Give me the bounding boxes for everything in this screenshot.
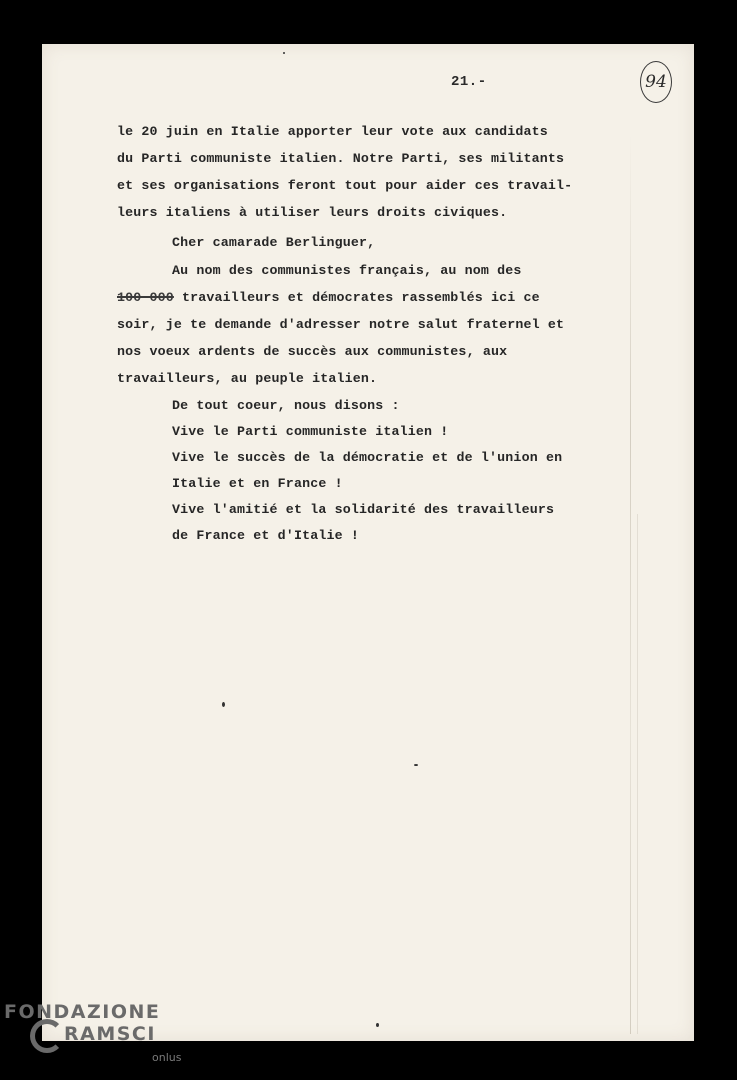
stray-mark [414,764,418,766]
body-line: soir, je te demande d'adresser notre salut fraternel et [117,317,565,332]
closing-line: De tout coeur, nous disons : [172,398,400,413]
body-line-rest: travailleurs et démocrates rassemblés ici ce [173,290,540,305]
body-line: nos voeux ardents de succès aux communistes, aux [117,344,508,359]
body-line: leurs italiens à utiliser leurs droits civiques. [117,205,508,220]
stray-mark [222,702,225,707]
body-line: et ses organisations feront tout pour aider ces travail- [117,178,573,193]
stray-mark [283,52,285,54]
document-page [42,44,694,1041]
closing-line: Vive l'amitié et la solidarité des travailleurs [172,502,555,517]
struck-number: 100 000 [117,290,174,305]
closing-line: de France et d'Italie ! [172,528,359,543]
watermark-line2: RAMSCI [64,1023,156,1045]
closing-line: Vive le Parti communiste italien ! [172,424,449,439]
closing-line: Vive le succès de la démocratie et de l'union en [172,450,563,465]
watermark-line1: FONDAZIONE [4,1001,161,1023]
watermark-sub: onlus [152,1051,182,1064]
body-line: travailleurs, au peuple italien. [117,371,378,386]
stray-mark [376,1023,379,1027]
archive-number: 94 [645,72,667,92]
salutation: Cher camarade Berlinguer, [172,235,376,250]
body-line: du Parti communiste italien. Notre Parti, ses militants [117,151,565,166]
body-line: le 20 juin en Italie apporter leur vote aux candidats [117,124,548,139]
watermark-g-icon [30,1019,64,1053]
margin-rule-faint [637,514,638,1034]
margin-rule [630,134,631,1034]
body-line: Au nom des communistes français, au nom des [172,263,522,278]
closing-line: Italie et en France ! [172,476,343,491]
page-number: 21.- [451,74,487,90]
archive-stamp-circle [640,61,672,103]
body-line [117,290,540,305]
